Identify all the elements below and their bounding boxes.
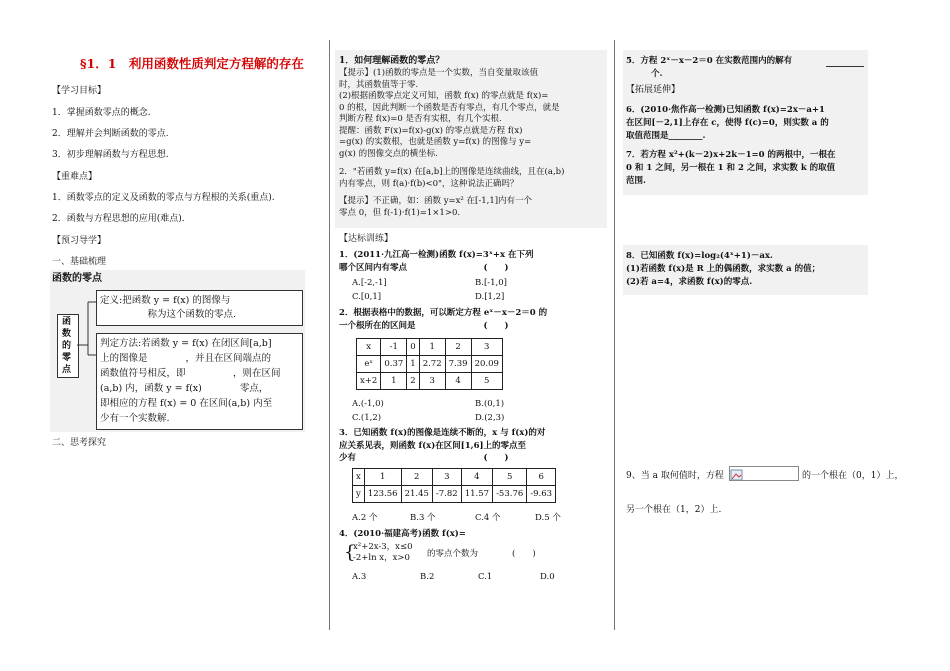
zero-concept-title: 函数的零点 (52, 273, 102, 284)
column-divider (614, 40, 615, 630)
piecewise-cases: x²+2x-3，x≤0 -2+ln x，x>0 (353, 542, 413, 563)
option: A.2 个 (352, 513, 378, 523)
equation-image-placeholder (729, 466, 799, 481)
section-heading: 二、思考探究 (52, 438, 107, 448)
goal-item: 2．理解并会判断函数的零点. (52, 129, 169, 139)
option: A.(-1,0) (352, 399, 384, 409)
hint-2: 【提示】不正确，如：函数 y=x² 在[-1,1]内有一个 零点 0，但 f(-1)·f(1)=1×1>0. (339, 196, 533, 218)
question-6: 6．(2010·焦作高一检测)已知函数 f(x)=2x－a+1 在区间[－2,1]上存在 c，使得 f(c)=0，则实数 a 的 取值范围是________. (626, 105, 829, 141)
practice-q3-table: x 1 2 3 4 5 6 y 123.56 21.45 -7.82 11.57 -53.76 -9.63 (352, 468, 556, 503)
preview-header: 【预习导学】 (52, 236, 107, 246)
extension-header: 【拓展延伸】 (626, 85, 681, 95)
question-2: 2．"若函数 y=f(x) 在[a,b]上的图像是连续曲线，且在(a,b) 内有零点，则 f(a)·f(b)<0"，这种说法正确吗？ (339, 167, 565, 189)
brace-symbol: { (344, 542, 356, 563)
answer-blank (826, 66, 864, 67)
option: B.[-1,0] (475, 278, 507, 288)
option: D.0 (540, 572, 555, 582)
practice-header: 【达标训练】 (339, 234, 394, 244)
option: D.(2,3) (475, 413, 505, 423)
option: B.(0,1) (475, 399, 505, 409)
goal-item: 1．掌握函数零点的概念. (52, 108, 151, 118)
question-1: 1．如何理解函数的零点？ (339, 56, 445, 66)
page-title: §1．1 利用函数性质判定方程解的存在 (80, 56, 304, 71)
practice-q2-table: x -1 0 1 2 3 eˣ 0.37 1 2.72 7.39 20.09 x+2 1 2 3 4 5 (356, 338, 503, 390)
question-9-line2: 另一个根在（1，2）上. (626, 505, 722, 515)
practice-q4-tail: 的零点个数为 ( ) (427, 549, 536, 559)
hint-1: 【提示】(1)函数的零点是一个实数，当自变量取该值 时，其函数值等于零. (2)根据函数零点定义可知，函数 f(x) 的零点就是 f(x)= 0 的根，因此判断一个函数是否有零点，有几个零点，就是 判断方程 f(x)=0 是否有实根，有几个实根. 提醒：函数 F(x)=f(x)-g(x) 的零点就是方程 f(x) =g(x) 的实数根，也就是函数 y=f(x) 的图像与 y= g(x) 的图像交点的横坐标. (339, 68, 560, 159)
question-9-suffix: 的一个根在（0，1）上， (802, 471, 904, 481)
option: B.2 (420, 572, 435, 582)
option: C.4 个 (475, 513, 501, 523)
column-divider (329, 40, 330, 630)
question-5: 5．方程 2ˣ－x－2＝0 在实数范围内的解有 个. (626, 56, 793, 79)
option: A.[-2,-1] (352, 278, 387, 288)
question-8: 8．已知函数 f(x)=log₂(4ˣ+1)－ax. (1)若函数 f(x)是 R 上的偶函数，求实数 a 的值； (2)若 a=4，求函数 f(x)的零点. (626, 251, 821, 287)
broken-image-icon (730, 469, 744, 482)
option: B.3 个 (410, 513, 436, 523)
option: C.[0,1] (352, 292, 382, 302)
option: D.5 个 (535, 513, 561, 523)
option: D.[1,2] (475, 292, 505, 302)
practice-q4: 4．(2010·福建高考)函数 f(x)= (339, 529, 466, 539)
practice-q1: 1．(2011·九江高一检测)函数 f(x)=3ˣ+x 在下列 哪个区间内有零点 ( ) (339, 250, 534, 273)
practice-q3: 3．已知函数 f(x)的图像是连续不断的，x 与 f(x)的对 应关系见表，则函数 f(x)在区间[1,6]上的零点至 少有 ( ) (339, 428, 546, 463)
keypoints-header: 【重难点】 (52, 172, 98, 182)
option: C.1 (478, 572, 493, 582)
vertical-label: 函 数 的 零 点 (62, 317, 72, 375)
option: A.3 (352, 572, 367, 582)
question-9-prefix: 9、当 a 取何值时，方程 (626, 471, 724, 481)
goals-header: 【学习目标】 (52, 86, 107, 96)
question-7: 7．若方程 x²+(k－2)x+2k－1=0 的两根中，一根在 0 和 1 之间，另一根在 1 和 2 之间，求实数 k 的取值 范围. (626, 150, 836, 186)
keypoint-item: 2．函数与方程思想的应用(难点). (52, 214, 185, 224)
option: C.(1,2) (352, 413, 382, 423)
keypoint-item: 1．函数零点的定义及函数的零点与方程根的关系(重点). (52, 193, 275, 203)
goal-item: 3．初步理解函数与方程思想. (52, 150, 169, 160)
section-heading: 一、基础梳理 (52, 257, 107, 267)
definition-text: 定义:把函数 y = f(x) 的图像与 称为这个函数的零点. (100, 295, 237, 320)
judgment-text: 判定方法:若函数 y = f(x) 在闭区间[a,b] 上的图像是 ，并且在区间端点的 函数值符号相反，即 ，则在区间 (a,b) 内，函数 y = f(x) 零点， 即相应的方程 f(x) = 0 在区间(a,b) 内至 少有一个实数解. (100, 338, 281, 424)
practice-q2: 2．根据表格中的数据，可以断定方程 eˣ－x－2＝0 的 一个根所在的区间是 ( ) (339, 308, 548, 331)
